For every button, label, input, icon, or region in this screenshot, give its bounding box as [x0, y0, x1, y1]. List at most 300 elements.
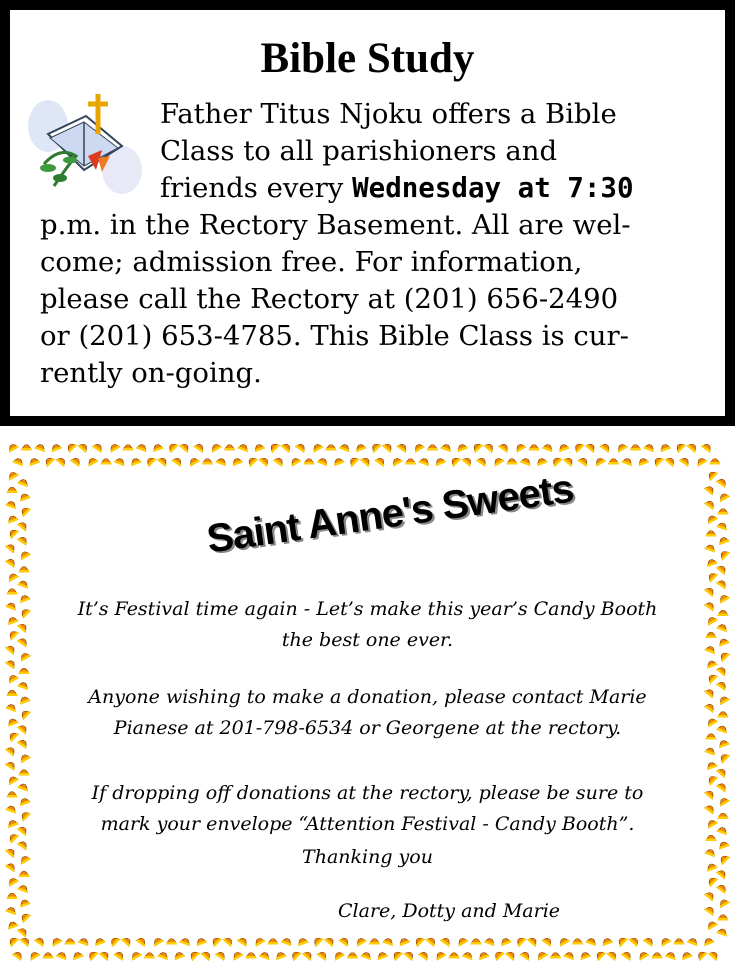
- candy-corn-icon: [6, 715, 18, 726]
- candy-corn-icon: [705, 512, 718, 524]
- candy-corn-icon: [705, 744, 717, 755]
- text-line: Anyone wishing to make a donation, please contact Marie: [88, 686, 647, 708]
- candy-corn-icon: [704, 903, 717, 915]
- candy-corn-icon: [27, 948, 40, 960]
- candy-corn-icon: [629, 934, 642, 947]
- candy-corn-icon: [281, 440, 294, 453]
- candy-corn-icon: [621, 948, 634, 960]
- candy-corn-icon: [535, 455, 547, 466]
- candy-corn-icon: [151, 934, 164, 946]
- candy-corn-icon: [187, 948, 200, 961]
- candy-corn-icon: [687, 935, 699, 946]
- candy-corn-icon: [484, 935, 496, 946]
- candy-corn-icon: [209, 934, 222, 947]
- candy-corn-icon: [121, 934, 134, 947]
- candy-corn-icon: [56, 454, 69, 467]
- candy-corn-icon: [484, 440, 497, 453]
- candy-corn-icon: [18, 882, 30, 893]
- candy-corn-icon: [375, 454, 388, 466]
- candy-corn-icon: [6, 614, 18, 625]
- candy-corn-icon: [717, 693, 730, 705]
- candy-corn-icon: [18, 751, 31, 763]
- candy-corn-icon: [231, 455, 243, 466]
- candy-corn-icon: [5, 657, 18, 669]
- candy-corn-icon: [18, 693, 30, 704]
- sweets-title: Saint Anne's Sweets: [204, 466, 576, 562]
- candy-corn-icon: [114, 948, 127, 960]
- candy-corn-icon: [216, 455, 228, 466]
- candy-corn-icon: [717, 737, 729, 748]
- candy-corn-icon: [476, 454, 489, 466]
- bible-line: come; admission free. For information,: [40, 246, 583, 278]
- candy-corn-icon: [158, 949, 170, 960]
- candy-corn-icon: [462, 454, 475, 467]
- signature: Clare, Dotty and Marie: [338, 900, 561, 922]
- candy-corn-icon: [717, 838, 729, 849]
- candy-corn-icon: [705, 874, 718, 887]
- candy-corn-icon: [717, 925, 729, 936]
- thanking-you: Thanking you: [302, 846, 433, 868]
- candy-corn-icon: [579, 949, 591, 960]
- candy-corn-icon: [705, 816, 718, 828]
- candy-corn-icon: [659, 441, 671, 452]
- candy-corn-icon: [17, 924, 30, 937]
- candy-corn-icon: [180, 935, 192, 946]
- candy-corn-icon: [718, 608, 728, 616]
- candy-corn-icon: [513, 934, 526, 947]
- candy-corn-icon: [167, 936, 177, 944]
- candy-corn-icon: [107, 440, 120, 452]
- candy-corn-icon: [718, 709, 728, 717]
- candy-corn-icon: [339, 441, 351, 452]
- candy-corn-icon: [34, 934, 47, 946]
- candy-corn-icon: [348, 950, 358, 958]
- candy-corn-icon: [705, 759, 717, 770]
- text-line: If dropping off donations at the rectory, please be sure to: [91, 782, 644, 804]
- candy-corn-icon: [259, 949, 271, 960]
- text-line: Pianese at 201-798-6534 or Georgene at the rectory.: [113, 717, 622, 739]
- candy-corn-icon: [527, 934, 540, 947]
- candy-corn-icon: [6, 874, 19, 886]
- candy-corn-icon: [383, 935, 395, 946]
- candy-corn-icon: [600, 440, 613, 452]
- candy-corn-icon: [13, 455, 25, 466]
- candy-corn-icon: [22, 442, 32, 450]
- candy-corn-icon: [717, 750, 730, 763]
- candy-corn-icon: [651, 454, 664, 467]
- candy-corn-icon: [551, 950, 561, 958]
- candy-corn-icon: [252, 934, 265, 946]
- candy-corn-icon: [718, 912, 728, 920]
- candy-corn-icon: [7, 586, 17, 594]
- candy-corn-icon: [253, 441, 265, 452]
- candy-corn-icon: [64, 440, 77, 453]
- candy-corn-icon: [304, 456, 314, 464]
- candy-corn-icon: [390, 454, 403, 466]
- candy-corn-icon: [17, 838, 30, 850]
- candy-corn-icon: [706, 528, 716, 536]
- candy-corn-icon: [499, 935, 511, 946]
- candy-corn-icon: [6, 627, 19, 640]
- candy-corn-icon: [17, 620, 30, 633]
- candy-corn-icon: [71, 949, 83, 960]
- candy-corn-icon: [18, 707, 31, 720]
- candy-corn-icon: [470, 440, 483, 453]
- candy-corn-icon: [717, 490, 730, 502]
- candy-corn-icon: [6, 830, 19, 843]
- candy-corn-icon: [708, 948, 721, 961]
- paragraph-dropoff: [30, 778, 705, 840]
- paragraph-festival: [30, 594, 705, 656]
- candy-corn-icon: [679, 454, 692, 466]
- text-line: the best one ever.: [281, 629, 454, 651]
- candy-corn-icon: [20, 934, 33, 947]
- candy-corn-icon: [370, 936, 380, 944]
- candy-corn-icon: [704, 685, 717, 698]
- candy-corn-icon: [238, 441, 250, 452]
- candy-corn-icon: [6, 701, 18, 712]
- candy-corn-icon: [12, 948, 25, 960]
- candy-corn-icon: [704, 497, 717, 509]
- candy-corn-icon: [717, 534, 729, 545]
- candy-corn-icon: [302, 948, 315, 961]
- candy-corn-icon: [705, 569, 718, 582]
- candy-corn-icon: [705, 657, 717, 668]
- candy-corn-icon: [18, 476, 30, 487]
- candy-corn-icon: [716, 663, 729, 676]
- candy-corn-icon: [571, 440, 584, 453]
- candy-corn-icon: [172, 454, 185, 466]
- candy-corn-icon: [520, 455, 532, 466]
- candy-corn-icon: [259, 454, 272, 467]
- candy-corn-icon: [585, 440, 598, 453]
- bible-study-title: Bible Study: [260, 35, 475, 82]
- candy-corn-icon: [717, 896, 730, 908]
- candy-corn-icon: [339, 934, 352, 946]
- candy-corn-icon: [18, 649, 31, 661]
- candy-corn-icon: [35, 441, 47, 452]
- bible-line: friends every Wednesday at 7:30: [160, 172, 634, 204]
- candy-corn-icon: [107, 934, 120, 947]
- candy-corn-icon: [705, 772, 718, 785]
- candy-corn-icon: [19, 767, 29, 775]
- candy-corn-icon: [6, 802, 18, 813]
- candy-corn-icon: [288, 454, 301, 466]
- candy-corn-icon: [145, 950, 155, 958]
- bible-line: please call the Rectory at (201) 656-2490: [40, 283, 619, 315]
- candy-corn-icon: [706, 833, 716, 841]
- candy-corn-icon: [18, 852, 31, 864]
- candy-corn-icon: [354, 934, 367, 946]
- candy-corn-icon: [705, 715, 718, 727]
- candy-corn-icon: [704, 888, 717, 901]
- candy-corn-icon: [477, 949, 489, 960]
- candy-corn-icon: [694, 454, 707, 466]
- candy-corn-icon: [230, 948, 243, 960]
- bible-line: Father Titus Njoku offers a Bible: [160, 98, 617, 130]
- candy-corn-icon: [563, 454, 576, 467]
- candy-corn-icon: [428, 442, 438, 450]
- candy-corn-icon: [65, 936, 75, 944]
- candy-corn-icon: [705, 671, 718, 684]
- candy-corn-icon: [101, 456, 111, 464]
- candy-corn-icon: [129, 455, 141, 466]
- candy-corn-icon: [237, 934, 250, 946]
- bible-line: rently on-going.: [40, 357, 262, 389]
- candy-corn-icon: [92, 440, 105, 452]
- candy-corn-icon: [704, 584, 717, 597]
- candy-corn-icon: [310, 934, 323, 947]
- candy-corn-icon: [223, 934, 236, 947]
- candy-corn-icon: [705, 918, 718, 930]
- candy-corn-icon: [557, 934, 570, 946]
- candy-corn-icon: [7, 891, 17, 899]
- candy-corn-icon: [704, 482, 717, 495]
- candy-corn-icon: [136, 934, 149, 946]
- candy-corn-icon: [17, 721, 30, 734]
- candy-corn-icon: [607, 948, 620, 961]
- candy-corn-icon: [368, 440, 381, 453]
- candy-corn-icon: [324, 934, 337, 947]
- candy-corn-icon: [6, 512, 18, 523]
- bible-line: p.m. in the Rectory Basement. All are wel-: [40, 209, 631, 241]
- candy-corn-icon: [268, 936, 278, 944]
- candy-corn-icon: [6, 904, 18, 915]
- candy-corn-icon: [412, 934, 425, 947]
- candy-corn-icon: [717, 519, 729, 530]
- candy-corn-icon: [295, 440, 308, 452]
- text-line: mark your envelope “Attention Festival - Candy Booth”.: [100, 813, 635, 835]
- candy-corn-icon: [317, 948, 330, 960]
- candy-corn-icon: [18, 780, 30, 791]
- candy-corn-icon: [6, 468, 19, 480]
- bible-line: Class to all parishioners and: [160, 135, 558, 167]
- candy-corn-icon: [5, 642, 18, 655]
- candy-corn-icon: [6, 570, 19, 582]
- paragraph-donation: [30, 682, 705, 744]
- candy-corn-icon: [7, 789, 17, 797]
- candy-corn-icon: [694, 948, 707, 961]
- candy-corn-icon: [622, 455, 634, 466]
- text-line: It’s Festival time again - Let’s make this year’s Candy Booth: [77, 598, 658, 620]
- candy-corn-icon: [6, 773, 19, 785]
- candy-corn-icon: [419, 455, 431, 466]
- candy-corn-icon: [19, 666, 29, 674]
- candy-corn-icon: [426, 934, 439, 947]
- candy-corn-icon: [586, 935, 598, 946]
- candy-corn-icon: [129, 948, 142, 960]
- candy-corn-icon: [288, 948, 301, 961]
- candy-corn-icon: [245, 454, 258, 467]
- candy-corn-icon: [716, 881, 729, 893]
- bible-study-box: [0, 0, 735, 426]
- candy-corn-icon: [99, 948, 112, 961]
- candy-corn-icon: [5, 758, 18, 770]
- candy-corn-icon: [705, 846, 717, 857]
- candy-corn-icon: [18, 605, 31, 618]
- candy-corn-icon: [643, 934, 656, 946]
- candy-corn-icon: [274, 949, 286, 960]
- candy-corn-icon: [498, 440, 511, 452]
- candy-corn-icon: [215, 948, 228, 960]
- candy-corn-icon: [18, 490, 30, 501]
- candy-corn-icon: [18, 504, 31, 517]
- candy-corn-icon: [42, 454, 55, 467]
- candy-corn-icon: [716, 678, 729, 690]
- candy-corn-icon: [674, 936, 684, 944]
- candy-corn-icon: [557, 441, 569, 452]
- candy-corn-icon: [179, 440, 192, 453]
- candy-corn-icon: [673, 440, 686, 453]
- candy-corn-icon: [50, 441, 62, 452]
- candy-corn-icon: [717, 722, 729, 733]
- candy-corn-icon: [705, 541, 717, 552]
- candy-corn-icon: [85, 948, 98, 961]
- candy-corn-icon: [658, 934, 671, 946]
- candy-corn-icon: [360, 454, 373, 467]
- candy-corn-icon: [5, 540, 18, 553]
- candy-corn-icon: [564, 949, 576, 960]
- candy-corn-icon: [157, 454, 170, 467]
- candy-corn-icon: [390, 948, 403, 961]
- candy-corn-icon: [18, 795, 30, 806]
- candy-corn-icon: [114, 455, 126, 466]
- candy-corn-icon: [376, 949, 388, 960]
- candy-corn-icon: [716, 866, 729, 879]
- candy-corn-icon: [704, 802, 717, 814]
- candy-corn-icon: [710, 456, 720, 464]
- candy-corn-icon: [716, 765, 729, 778]
- candy-corn-icon: [440, 934, 453, 946]
- candy-corn-icon: [281, 935, 293, 946]
- candy-corn-icon: [456, 441, 468, 452]
- candy-corn-icon: [471, 936, 481, 944]
- candy-corn-icon: [716, 475, 729, 487]
- candy-corn-icon: [267, 440, 280, 453]
- candy-corn-icon: [56, 949, 68, 960]
- candy-corn-icon: [332, 455, 344, 466]
- candy-corn-icon: [246, 950, 256, 958]
- candy-corn-icon: [701, 440, 714, 452]
- candy-corn-icon: [18, 679, 30, 690]
- wednesday-time: Wednesday at 7:30: [352, 172, 634, 204]
- candy-corn-icon: [43, 950, 53, 958]
- candy-corn-icon: [615, 934, 628, 947]
- candy-corn-icon: [520, 948, 533, 960]
- candy-corn-icon: [705, 556, 717, 567]
- candy-corn-icon: [434, 455, 446, 466]
- candy-corn-icon: [601, 935, 613, 946]
- candy-corn-icon: [201, 948, 214, 961]
- candy-corn-icon: [194, 440, 207, 452]
- candy-corn-icon: [19, 564, 29, 572]
- candy-corn-icon: [491, 948, 504, 961]
- candy-corn-icon: [448, 454, 461, 467]
- candy-corn-icon: [93, 935, 105, 946]
- candy-corn-icon: [6, 671, 19, 683]
- candy-corn-icon: [5, 860, 18, 872]
- candy-corn-icon: [716, 780, 729, 792]
- candy-corn-icon: [717, 649, 730, 662]
- candy-corn-icon: [491, 454, 504, 466]
- candy-corn-icon: [717, 591, 730, 603]
- candy-corn-icon: [273, 454, 286, 466]
- candy-corn-icon: [418, 948, 431, 960]
- candy-corn-icon: [535, 948, 548, 960]
- candy-corn-icon: [310, 440, 323, 452]
- candy-corn-icon: [6, 599, 18, 610]
- candy-corn-icon: [397, 440, 410, 452]
- candy-corn-icon: [717, 824, 729, 835]
- candy-corn-icon: [382, 440, 395, 453]
- candy-corn-icon: [18, 808, 31, 821]
- candy-corn-icon: [573, 936, 583, 944]
- candy-corn-icon: [78, 935, 90, 946]
- candy-corn-icon: [644, 441, 656, 452]
- candy-corn-icon: [631, 442, 641, 450]
- candy-corn-icon: [505, 948, 518, 961]
- candy-corn-icon: [6, 817, 18, 828]
- candy-corn-icon: [17, 518, 30, 531]
- candy-corn-icon: [6, 729, 19, 742]
- candy-corn-icon: [6, 440, 19, 452]
- candy-corn-icon: [704, 700, 717, 712]
- candy-corn-icon: [346, 454, 359, 467]
- candy-corn-icon: [398, 935, 410, 946]
- candy-corn-icon: [78, 440, 91, 453]
- candy-corn-icon: [637, 455, 649, 466]
- candy-corn-icon: [542, 441, 554, 452]
- candy-corn-icon: [70, 454, 83, 466]
- candy-corn-icon: [173, 949, 185, 960]
- candy-corn-icon: [717, 794, 730, 806]
- candy-corn-icon: [6, 498, 18, 509]
- candy-corn-icon: [455, 934, 468, 946]
- candy-corn-icon: [5, 555, 18, 567]
- candy-corn-icon: [441, 441, 453, 452]
- candy-corn-icon: [326, 442, 336, 450]
- candy-corn-icon: [665, 454, 678, 467]
- candy-corn-icon: [19, 869, 29, 877]
- candy-corn-icon: [143, 454, 156, 467]
- candy-corn-icon: [718, 811, 728, 819]
- saint-annes-sweets-box: [0, 434, 735, 967]
- candy-corn-icon: [18, 592, 30, 603]
- candy-corn-icon: [462, 949, 474, 960]
- candy-corn-icon: [5, 845, 18, 858]
- candy-corn-icon: [7, 485, 17, 493]
- candy-corn-icon: [18, 548, 31, 560]
- candy-corn-icon: [706, 630, 716, 638]
- candy-corn-icon: [652, 950, 662, 958]
- candy-corn-icon: [18, 896, 30, 907]
- candy-corn-icon: [680, 949, 692, 960]
- candy-corn-icon: [449, 950, 459, 958]
- candy-corn-icon: [361, 949, 373, 960]
- candy-corn-icon: [716, 562, 729, 575]
- candy-corn-icon: [717, 547, 730, 560]
- candy-corn-icon: [706, 731, 716, 739]
- candy-corn-icon: [354, 441, 366, 452]
- candy-corn-icon: [412, 440, 425, 452]
- candy-corn-icon: [17, 533, 30, 545]
- candy-corn-icon: [717, 635, 729, 646]
- candy-corn-icon: [17, 736, 30, 748]
- candy-corn-icon: [705, 613, 718, 625]
- candy-corn-icon: [203, 456, 213, 464]
- candy-corn-icon: [28, 455, 40, 466]
- candy-corn-icon: [7, 688, 17, 696]
